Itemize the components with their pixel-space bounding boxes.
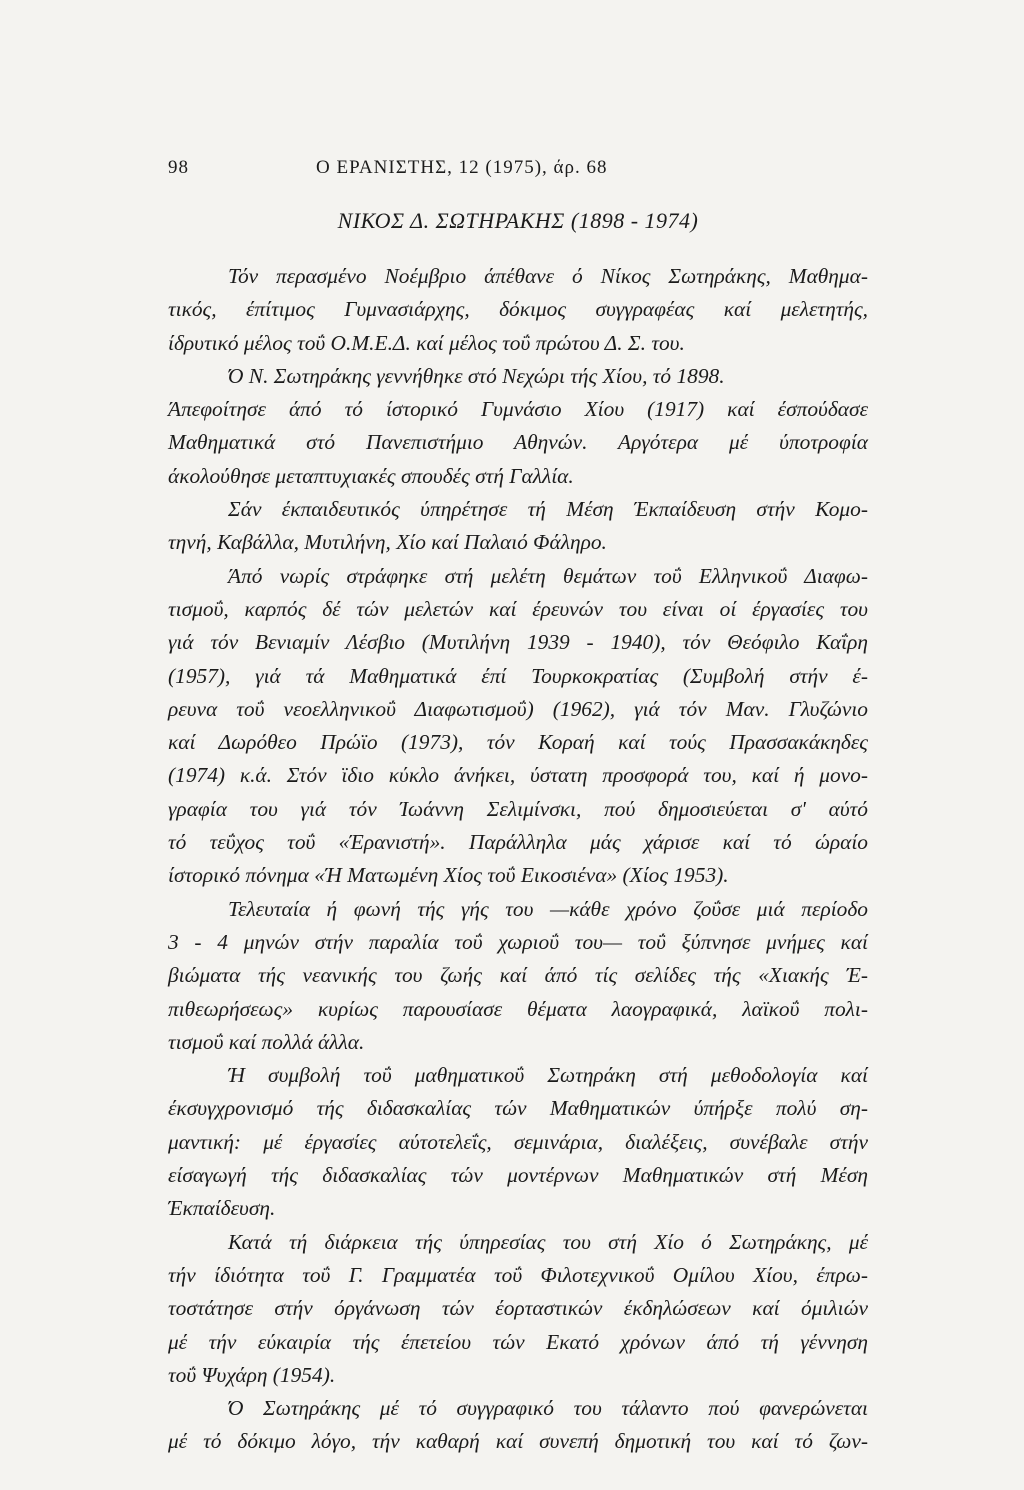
body-line: Έκπαίδευση. bbox=[168, 1196, 276, 1221]
body-line: μέ τό δόκιμο λόγο, τήν καθαρή καί συνεπή δημοτική του καί τό ζων- bbox=[168, 1429, 868, 1454]
body-line: μέ τήν εύκαιρία τής έπετείου τών Εκατό χρόνων άπό τή γέννηση bbox=[168, 1329, 868, 1354]
body-line: τισμοΰ, καρπός δέ τών μελετών καί έρευνών του είναι οί έργασίες του bbox=[168, 596, 868, 621]
article-body bbox=[168, 260, 868, 1459]
running-title: Ο ΕΡΑΝΙΣΤΗΣ, 12 (1975), άρ. 68 bbox=[316, 157, 608, 178]
body-line: ίδρυτικό μέλος τοΰ Ο.Μ.Ε.Δ. καί μέλος τοΰ πρώτου Δ. Σ. του. bbox=[168, 330, 685, 355]
body-line: τοστάτησε στήν όργάνωση τών έορταστικών έκδηλώσεων καί όμιλιών bbox=[168, 1296, 868, 1321]
body-line: Κατά τή διάρκεια τής ύπηρεσίας του στή Χίο ό Σωτηράκης, μέ bbox=[228, 1229, 868, 1254]
body-line: τό τεΰχος τοΰ «Έρανιστή». Παράλληλα μάς χάρισε καί τό ώραίο bbox=[168, 830, 868, 855]
article-title: ΝΙΚΟΣ Δ. ΣΩΤΗΡΑΚΗΣ (1898 - 1974) bbox=[337, 208, 699, 233]
body-line: ίστορικό πόνημα «Ή Ματωμένη Χίος τοΰ Εικοσιένα» (Χίος 1953). bbox=[168, 863, 729, 888]
body-line: πιθεωρήσεως» κυρίως παρουσίασε θέματα λαογραφικά, λαϊκοΰ πολι- bbox=[168, 996, 868, 1021]
body-line: (1974) κ.ά. Στόν ϊδιο κύκλο άνήκει, ύστατη προσφορά του, καί ή μονο- bbox=[168, 763, 868, 788]
body-line: Άπό νωρίς στράφηκε στή μελέτη θεμάτων τοΰ Ελληνικοΰ Διαφω- bbox=[228, 563, 868, 588]
body-line: τοΰ Ψυχάρη (1954). bbox=[168, 1362, 336, 1387]
body-line: καί Δωρόθεο Πρώϊο (1973), τόν Κοραή καί τούς Πρασσακάκηδες bbox=[168, 730, 868, 755]
page-number: 98 bbox=[168, 157, 189, 178]
body-line: Τελευταία ή φωνή τής γής του —κάθε χρόνο ζοΰσε μιά περίοδο bbox=[228, 896, 868, 921]
body-line: Μαθηματικά στό Πανεπιστήμιο Αθηνών. Αργότερα μέ ύποτροφία bbox=[168, 430, 868, 455]
page-header bbox=[168, 157, 868, 187]
body-line: τικός, έπίτιμος Γυμνασιάρχης, δόκιμος συγγραφέας καί μελετητής, bbox=[168, 297, 868, 322]
body-line: άκολούθησε μεταπτυχιακές σπουδές στή Γαλλία. bbox=[168, 463, 574, 488]
body-line: Ό Ν. Σωτηράκης γεννήθηκε στό Νεχώρι τής Χίου, τό 1898. bbox=[228, 363, 725, 388]
body-line: Σάν έκπαιδευτικός ύπηρέτησε τή Μέση Έκπαίδευση στήν Κομο- bbox=[228, 497, 868, 522]
body-line: μαντική: μέ έργασίες αύτοτελεΐς, σεμινάρια, διαλέξεις, συνέβαλε στήν bbox=[168, 1129, 868, 1154]
body-line: Ή συμβολή τοΰ μαθηματικοΰ Σωτηράκη στή μεθοδολογία καί bbox=[228, 1063, 868, 1088]
body-line: 3 - 4 μηνών στήν παραλία τοΰ χωριοΰ του— τοΰ ξύπνησε μνήμες καί bbox=[168, 929, 868, 954]
body-line: Τόν περασμένο Νοέμβριο άπέθανε ό Νίκος Σωτηράκης, Μαθημα- bbox=[228, 264, 868, 288]
body-line: είσαγωγή τής διδασκαλίας τών μοντέρνων Μαθηματικών στή Μέση bbox=[168, 1163, 868, 1188]
body-line: τισμοΰ καί πολλά άλλα. bbox=[168, 1029, 365, 1054]
body-line: (1957), γιά τά Μαθηματικά έπί Τουρκοκρατίας (Συμβολή στήν έ- bbox=[168, 663, 868, 688]
body-line: βιώματα τής νεανικής του ζωής καί άπό τίς σελίδες τής «Χιακής Έ- bbox=[168, 963, 868, 988]
body-line: τηνή, Καβάλλα, Μυτιλήνη, Χίο καί Παλαιό Φάληρο. bbox=[168, 530, 607, 555]
body-line: Άπεφοίτησε άπό τό ίστορικό Γυμνάσιο Χίου (1917) καί έσπούδασε bbox=[168, 397, 868, 422]
body-line: ρευνα τοΰ νεοελληνικοΰ Διαφωτισμοΰ) (1962), γιά τόν Μαν. Γλυζώνιο bbox=[168, 696, 868, 721]
body-line: γιά τόν Βενιαμίν Λέσβιο (Μυτιλήνη 1939 - 1940), τόν Θεόφιλο Καΐρη bbox=[168, 630, 868, 655]
body-line: τήν ίδιότητα τοΰ Γ. Γραμματέα τοΰ Φιλοτεχνικοΰ Ομίλου Χίου, έπρω- bbox=[168, 1262, 868, 1287]
body-line: Ό Σωτηράκης μέ τό συγγραφικό του τάλαντο πού φανερώνεται bbox=[228, 1396, 868, 1421]
body-line: έκσυγχρονισμό τής διδασκαλίας τών Μαθηματικών ύπήρξε πολύ ση- bbox=[168, 1096, 868, 1121]
body-line: γραφία του γιά τόν Ίωάννη Σελιμίνσκι, πού δημοσιεύεται σ' αύτό bbox=[168, 796, 868, 821]
